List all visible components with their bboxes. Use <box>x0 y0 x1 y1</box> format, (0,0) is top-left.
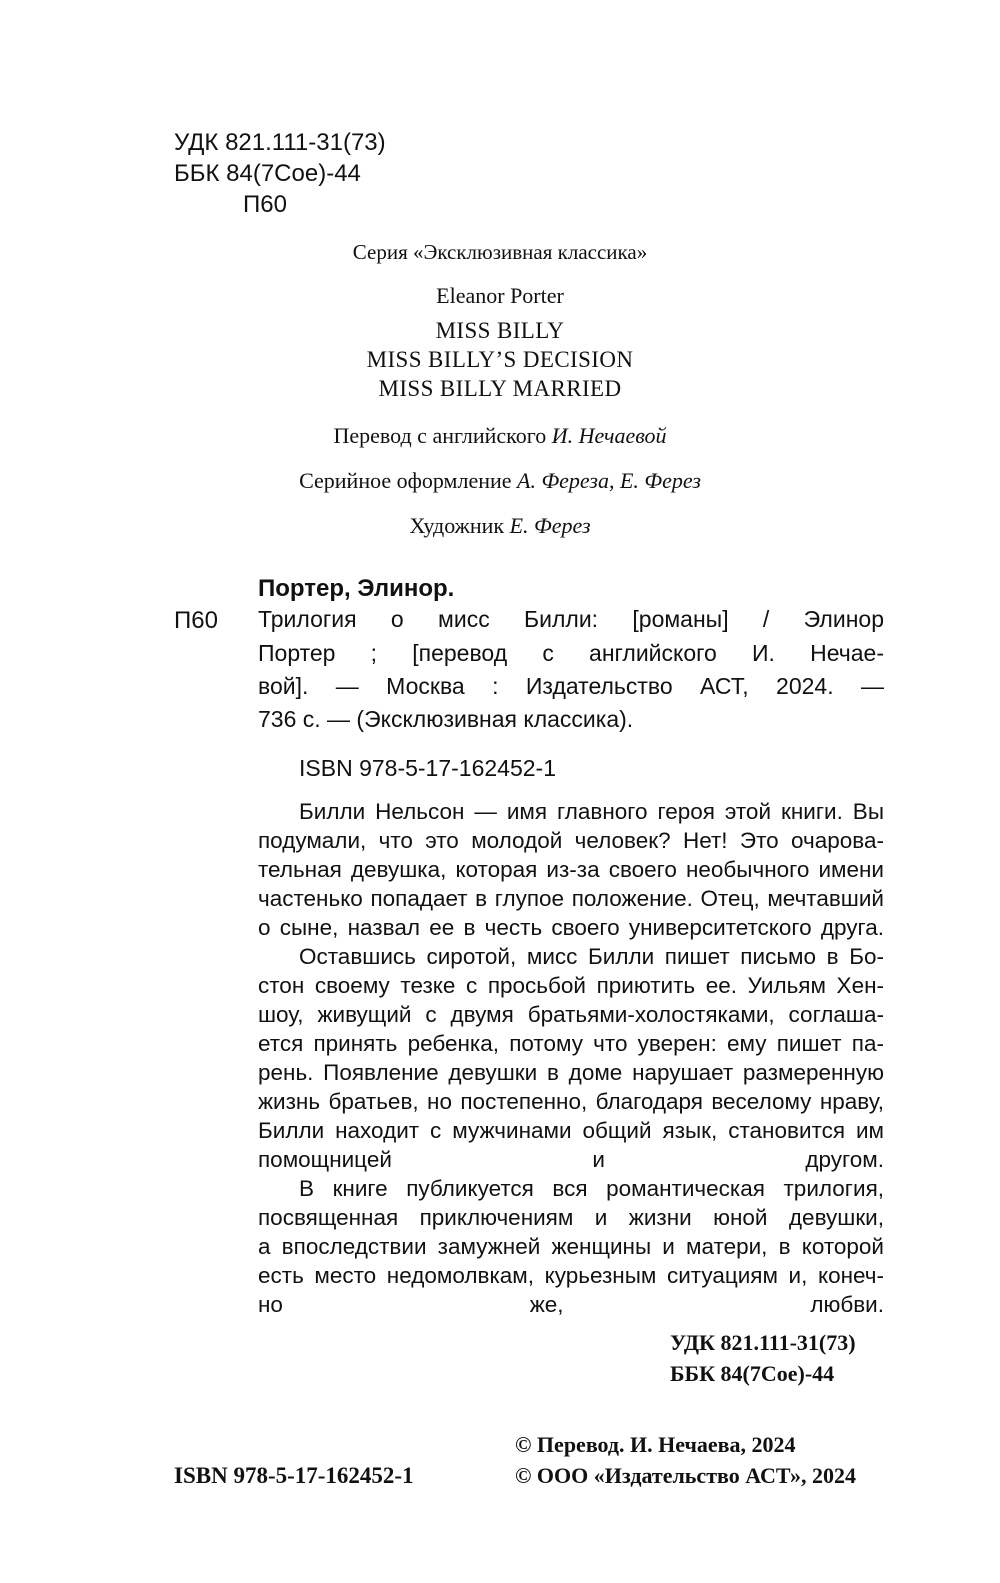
translation-credit <box>0 423 1000 449</box>
desc-line: стон своему тезке с просьбой приютить ее. Уильям Хен- <box>258 973 884 998</box>
desc-line: о сыне, назвал ее в честь своего университетского друга. <box>258 915 884 940</box>
original-title-3: MISS BILLY MARRIED <box>378 376 622 401</box>
desc-line: шоу, живущий с двумя братьями-холостяками, соглаша- <box>258 1002 884 1027</box>
catalog-isbn: ISBN 978-5-17-162452-1 <box>299 755 556 781</box>
translation-label: Перевод с английского <box>333 423 547 448</box>
copyright-publisher: © ООО «Издательство АСТ», 2024 <box>515 1463 857 1488</box>
desc-line: посвященная приключениям и жизни юной девушки, <box>258 1205 884 1230</box>
desc-line: ется принять ребенка, потому что уверен: ему пишет па- <box>258 1031 884 1056</box>
desc-line: помощницей и другом. <box>258 1147 884 1172</box>
artist-name: Е. Ферез <box>509 513 591 538</box>
desc-line: рень. Появление девушки в доме нарушает размеренную <box>258 1060 884 1085</box>
original-title-2: MISS BILLY’S DECISION <box>366 347 634 372</box>
author-original: Eleanor Porter <box>436 283 564 308</box>
desc-line: но же, любви. <box>258 1292 884 1317</box>
desc-line: Билли находит с мужчинами общий язык, становится им <box>258 1118 884 1143</box>
original-title-1: MISS BILLY <box>435 318 565 343</box>
artist-credit <box>0 513 1000 539</box>
desc-line: подумали, что это молодой человек? Нет! Это очарова- <box>258 828 884 853</box>
desc-line: жизнь братьев, но постепенно, благодаря веселому нраву, <box>258 1089 884 1114</box>
footer-bbk: ББК 84(7Сое)-44 <box>670 1361 835 1386</box>
catalog-line-4: 736 с. — (Эксклюзивная классика). <box>258 706 634 732</box>
design-label: Серийное оформление <box>299 468 512 493</box>
author-mark: П60 <box>243 191 287 218</box>
desc-line: Билли Нельсон — имя главного героя этой книги. Вы <box>299 799 884 824</box>
catalog-author: Портер, Элинор. <box>258 575 455 602</box>
series-title: Серия «Эксклюзивная классика» <box>352 240 648 264</box>
bbk-code: ББК 84(7Сое)-44 <box>174 160 361 187</box>
artist-label: Художник <box>409 513 505 538</box>
designer-names: А. Фереза, Е. Ферез <box>517 468 701 493</box>
footer-isbn: ISBN 978-5-17-162452-1 <box>174 1463 414 1488</box>
catalog-code: П60 <box>174 607 218 634</box>
catalog-line-3: вой]. — Москва : Издательство АСТ, 2024. — <box>258 673 884 699</box>
translator-name: И. Нечаевой <box>551 423 667 448</box>
desc-line: есть место недомолвкам, курьезным ситуациям и, конеч- <box>258 1263 884 1288</box>
desc-line: частенько попадает в глупое положение. Отец, мечтавший <box>258 886 884 911</box>
desc-line: В книге публикуется вся романтическая трилогия, <box>299 1176 884 1201</box>
copyright-translation: © Перевод. И. Нечаева, 2024 <box>515 1432 796 1457</box>
desc-line: Оставшись сиротой, мисс Билли пишет письмо в Бо- <box>299 944 884 969</box>
catalog-line-1: Трилогия о мисс Билли: [романы] / Элинор <box>258 606 884 632</box>
udk-code: УДК 821.111-31(73) <box>174 129 386 156</box>
footer-udk: УДК 821.111-31(73) <box>670 1330 856 1355</box>
desc-line: тельная девушка, которая из-за своего необычного имени <box>258 857 884 882</box>
catalog-line-2: Портер ; [перевод с английского И. Нечае- <box>258 640 884 666</box>
desc-line: а впоследствии замужней женщины и матери, в которой <box>258 1234 884 1259</box>
design-credit <box>0 468 1000 494</box>
